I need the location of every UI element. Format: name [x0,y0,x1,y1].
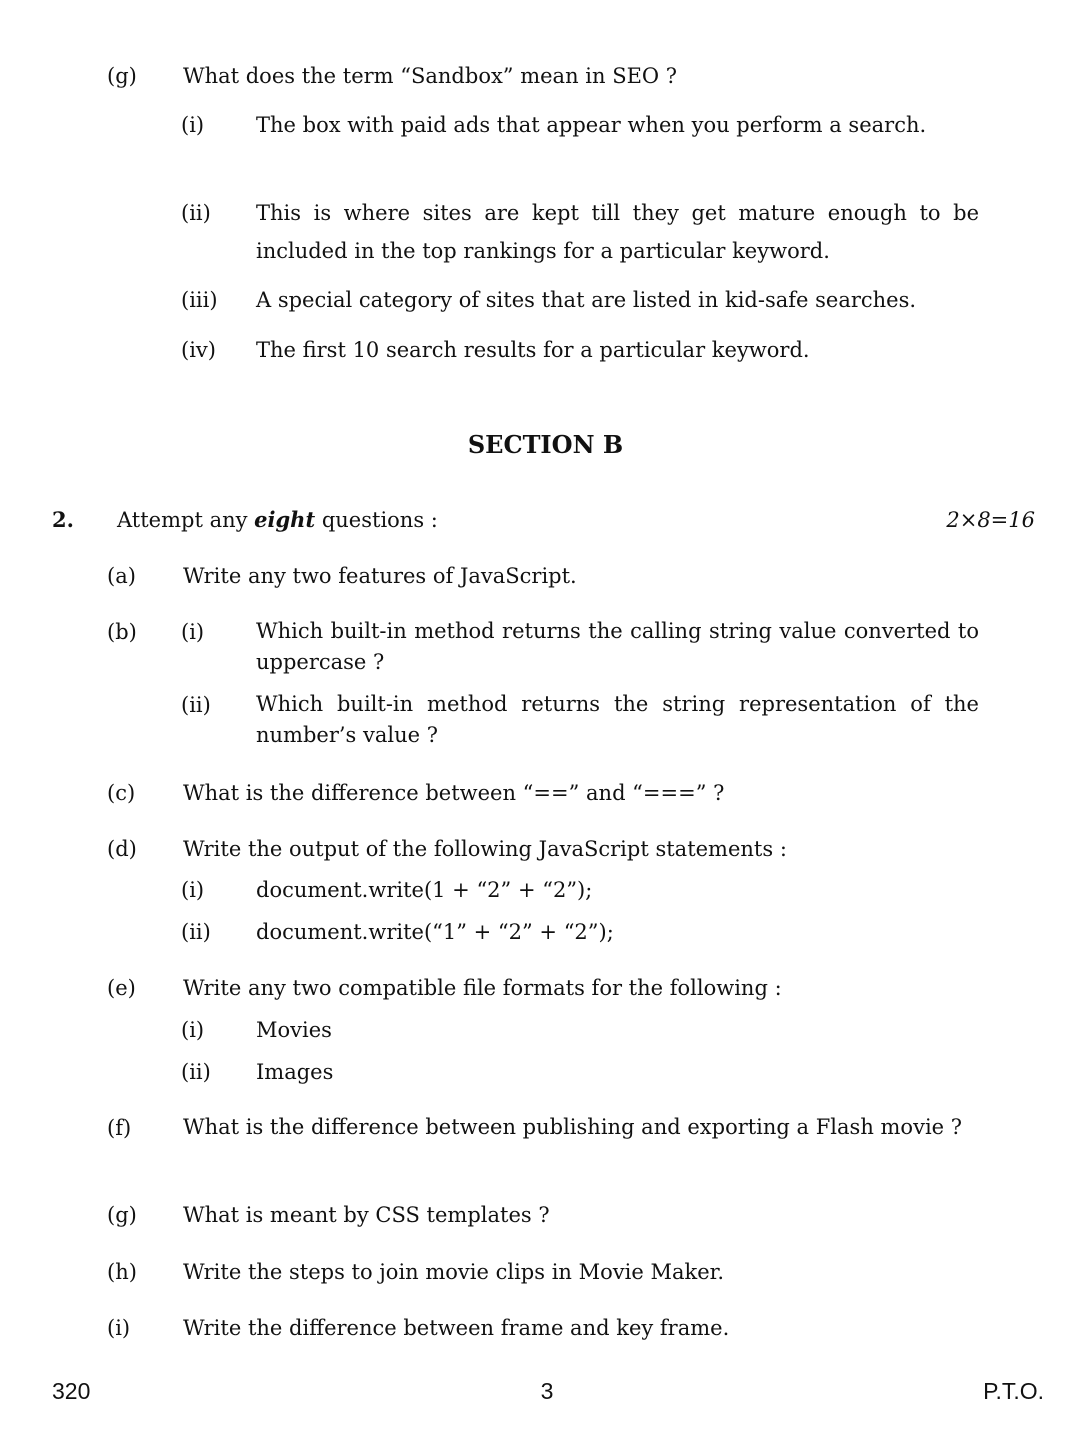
part-label: (h) [107,1260,137,1284]
part-label: (g) [107,1203,137,1227]
part-label: (f) [107,1116,132,1140]
part-label: (a) [107,564,136,588]
instruction-post: questions : [315,508,438,532]
sub-label: (ii) [181,1060,211,1084]
paper-code: 320 [52,1378,91,1404]
part-text: Write any two compatible file formats for the following : [183,976,782,1000]
question-instruction [117,507,438,533]
section-title: SECTION B [467,430,624,459]
option-text: A special category of sites that are listed in kid-safe searches. [256,288,917,312]
sub-text: document.write(1 + “2” + “2”); [256,878,593,902]
question-text: What does the term “Sandbox” mean in SEO ? [183,64,678,88]
pto-label: P.T.O. [983,1378,1044,1404]
option-text: This is where sites are kept till they get mature enough to be included in the top rankings for a particular keyword. [256,201,979,263]
part-text: Write the difference between frame and key frame. [183,1316,730,1340]
page-number: 3 [540,1378,554,1404]
sub-label: (ii) [181,693,211,717]
part-text: Write the output of the following JavaScript statements : [183,837,787,861]
option-text: The box with paid ads that appear when you perform a search. [256,113,927,137]
part-label: (b) [107,620,137,644]
option-label: (iii) [181,288,218,312]
sub-label: (i) [181,1018,205,1042]
sub-text: document.write(“1” + “2” + “2”); [256,920,614,944]
part-text: What is the difference between publishing and exporting a Flash movie ? [183,1115,963,1139]
option-label: (iv) [181,338,216,362]
part-label: (c) [107,781,136,805]
sub-label: (ii) [181,920,211,944]
option-text: The first 10 search results for a particular keyword. [256,338,810,362]
instruction-emphasis: eight [254,507,316,532]
part-text: Write the steps to join movie clips in Movie Maker. [183,1260,725,1284]
sub-text: Which built-in method returns the string representation of the number’s value ? [256,692,979,747]
sub-text: Which built-in method returns the calling string value converted to uppercase ? [256,619,979,674]
sub-label: (i) [181,620,205,644]
sub-text: Movies [256,1018,332,1042]
part-label: (d) [107,837,137,861]
question-number: 2. [52,507,74,532]
marks: 2×8=16 [946,508,1035,532]
part-text: Write any two features of JavaScript. [183,564,577,588]
option-label: (ii) [181,201,211,225]
part-text: What is meant by CSS templates ? [183,1203,550,1227]
question-label: (g) [107,64,137,88]
sub-label: (i) [181,878,205,902]
sub-text: Images [256,1060,334,1084]
part-label: (i) [107,1316,131,1340]
part-label: (e) [107,976,136,1000]
instruction-pre: Attempt any [117,508,255,532]
option-label: (i) [181,113,205,137]
part-text: What is the difference between “==” and “===” ? [183,781,725,805]
